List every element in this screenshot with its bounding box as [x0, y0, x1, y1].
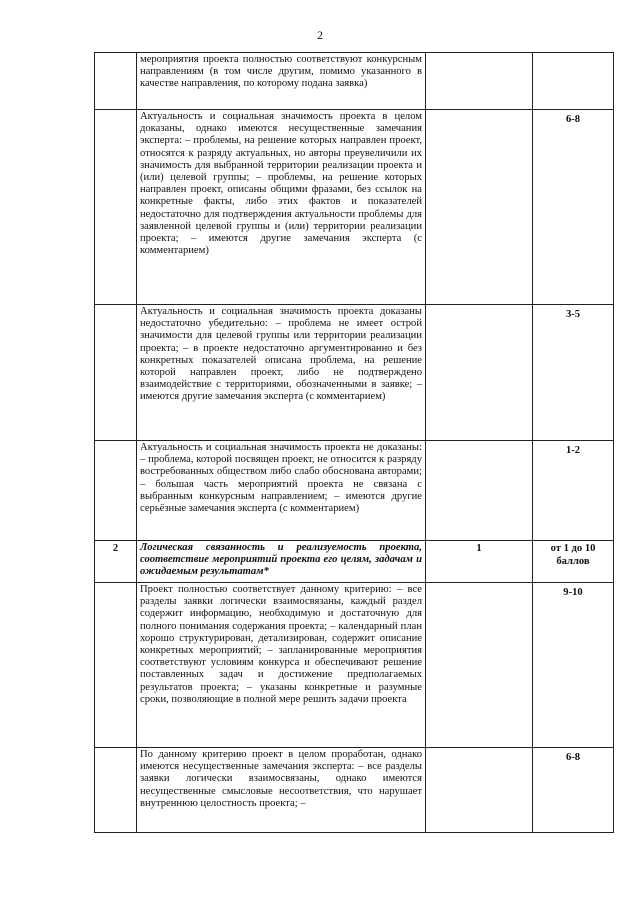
points-value: 9-10	[563, 587, 583, 598]
criterion-text-cell	[137, 583, 426, 748]
criterion-text: Актуальность и социальная значимость проекта не доказаны: – проблема, которой посвящен проект, не относится к разряду востребованных обществом либо слабо обоснована авторами; – большая часть мероприятий проекта не связана с выбранным конкурсным направлением; – имеются другие серьёзные замечания эксперта (с комментарием)	[140, 442, 422, 515]
criterion-number-cell	[95, 541, 137, 583]
criterion-text-cell	[137, 541, 426, 583]
weight-cell	[426, 53, 533, 110]
criterion-number-cell	[95, 441, 137, 541]
weight-cell	[426, 305, 533, 441]
criterion-title: Логическая связанность и реализуемость проекта, соответствие мероприятий проекта его целям, задачам и ожидаемым результатам*	[140, 542, 422, 578]
points-value: 6-8	[565, 114, 581, 125]
table-row	[95, 110, 614, 305]
criterion-number-cell	[95, 748, 137, 833]
points-value: 3-5	[565, 309, 581, 320]
points-value	[533, 53, 613, 57]
criterion-text: Актуальность и социальная значимость проекта доказаны недостаточно убедительно: – проблема не имеет острой значимости для целевой группы или территории реализации проекта; – в проекте недостаточно аргументированно и без конкретных показателей описана проблема, на решение которой направлен проект, либо не подтверждено взаимодействие с территориями, обозначенными в заявке; – имеются другие замечания эксперта (с комментарием)	[140, 306, 422, 403]
criterion-text-cell	[137, 53, 426, 110]
table-row	[95, 441, 614, 541]
criterion-text-cell	[137, 305, 426, 441]
points-value: 1-2	[565, 445, 581, 456]
criterion-text-cell	[137, 441, 426, 541]
weight-cell	[426, 748, 533, 833]
table-row	[95, 583, 614, 748]
points-value: 6-8	[565, 752, 581, 763]
criterion-number-cell	[95, 110, 137, 305]
points-cell	[533, 53, 614, 110]
weight-cell	[426, 541, 533, 583]
criterion-text: Актуальность и социальная значимость проекта в целом доказаны, однако имеются несущественные замечания эксперта: – проблемы, на решение которых направлен проект, относятся к разряду актуальных, но авторы преувеличили их значимость для выбранной территории реализации проекта и (или) целевой группы; – проблемы, на решение которых направлен проект, описаны общими фразами, без ссылок на конкретные факты, либо этих фактов и показателей недостаточно для подтверждения актуальности проблемы для заявленной целевой группы и (или) территории реализации проекта; – имеются другие замечания эксперта (с комментарием)	[140, 111, 422, 257]
weight-value: 1	[476, 543, 482, 554]
weight-cell	[426, 441, 533, 541]
criterion-text-cell	[137, 110, 426, 305]
points-cell	[533, 305, 614, 441]
criterion-text: По данному критерию проект в целом проработан, однако имеются несущественные замечания эксперта: – все разделы заявки логически взаимосвязаны, однако имеются несущественные смысловые несоответствия, что нарушает внутреннюю целостность проекта; –	[140, 749, 422, 809]
points-cell	[533, 748, 614, 833]
criterion-number-cell	[95, 305, 137, 441]
criteria-table	[94, 52, 614, 833]
table-row	[95, 53, 614, 110]
points-cell	[533, 441, 614, 541]
points-cell	[533, 541, 614, 583]
criterion-number-cell	[95, 583, 137, 748]
criterion-text: Проект полностью соответствует данному критерию: – все разделы заявки логически взаимосвязаны, каждый раздел содержит информацию, необходимую и достаточную для полного понимания содержания проекта; – календарный план хорошо структурирован, детализирован, содержит описание конкретных мероприятий; – запланированные мероприятия соответствуют условиям конкурса и обеспечивают решение поставленных задач и достижение предполагаемых результатов проекта; – указаны конкретные и разумные сроки, позволяющие в полной мере решить задачи проекта	[140, 584, 422, 705]
table-row	[95, 541, 614, 583]
weight-cell	[426, 110, 533, 305]
points-range: от 1 до 10 баллов	[550, 543, 596, 567]
points-cell	[533, 110, 614, 305]
criterion-number-cell	[95, 53, 137, 110]
criterion-text-cell	[137, 748, 426, 833]
criterion-text: мероприятия проекта полностью соответствуют конкурсным направлениям (в том числе другим, помимо указанного в качестве направления, по которому подана заявка)	[140, 54, 422, 90]
weight-cell	[426, 583, 533, 748]
table-row	[95, 305, 614, 441]
criterion-number: 2	[112, 543, 119, 554]
table-row	[95, 748, 614, 833]
page-number: 2	[317, 28, 323, 42]
points-cell	[533, 583, 614, 748]
